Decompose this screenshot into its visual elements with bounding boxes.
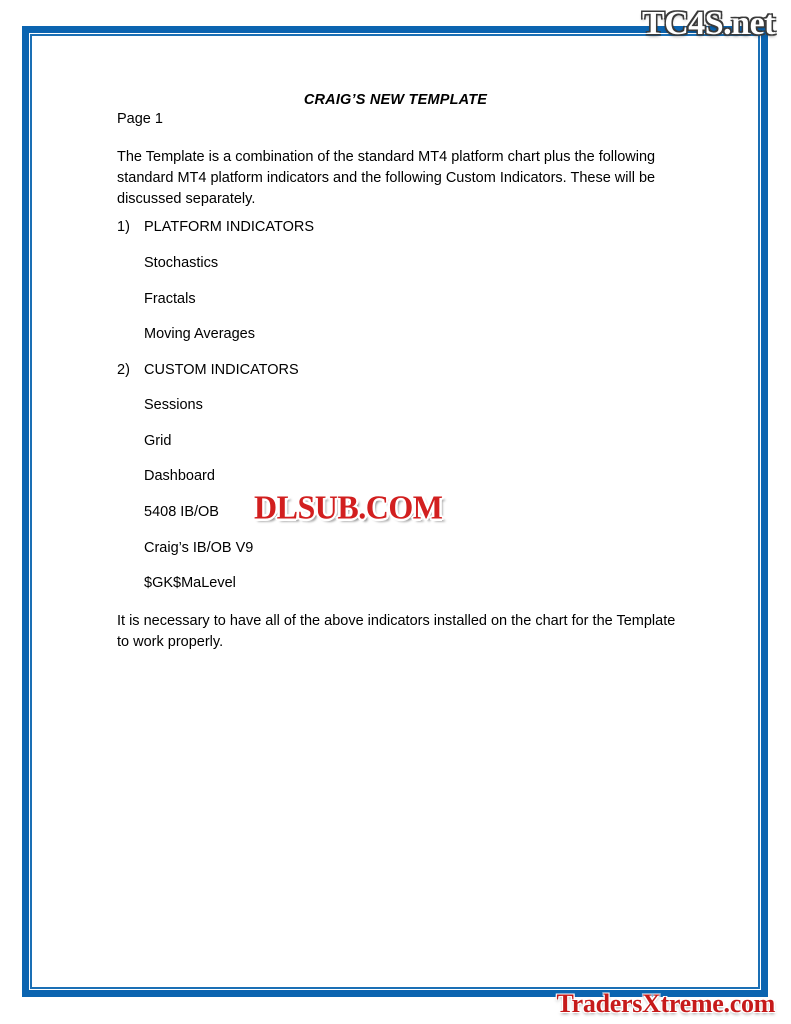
section-1-heading: PLATFORM INDICATORS [144,219,314,235]
section-2-heading: CUSTOM INDICATORS [144,362,299,378]
watermark-top-right: TC4S.net [642,5,775,42]
page-title: CRAIG’S NEW TEMPLATE [303,92,488,108]
watermark-bottom-right: TradersXtreme.com [556,989,775,1018]
list-item: Fractals [144,291,196,307]
section-1-marker: 1) [117,219,130,235]
list-item: Grid [144,433,172,449]
list-item: 5408 IB/OB [144,504,219,520]
list-item: $GK$MaLevel [144,575,236,591]
watermark-center: DLSUB.COM [254,488,443,526]
list-item: Stochastics [144,255,219,271]
intro-paragraph: The Template is a combination of the standard MT4 platform chart plus the following standard MT4 platform indicators and the following Custom Indicators. These will be discussed separately. [117,149,656,207]
list-item: Moving Averages [144,326,255,342]
page-number-label: Page 1 [117,111,163,127]
section-2-marker: 2) [117,362,130,378]
list-item: Dashboard [144,468,215,484]
list-item: Sessions [144,397,203,413]
closing-paragraph: It is necessary to have all of the above indicators installed on the chart for the Template to work properly. [117,613,676,650]
list-item: Craig’s IB/OB V9 [144,540,254,556]
